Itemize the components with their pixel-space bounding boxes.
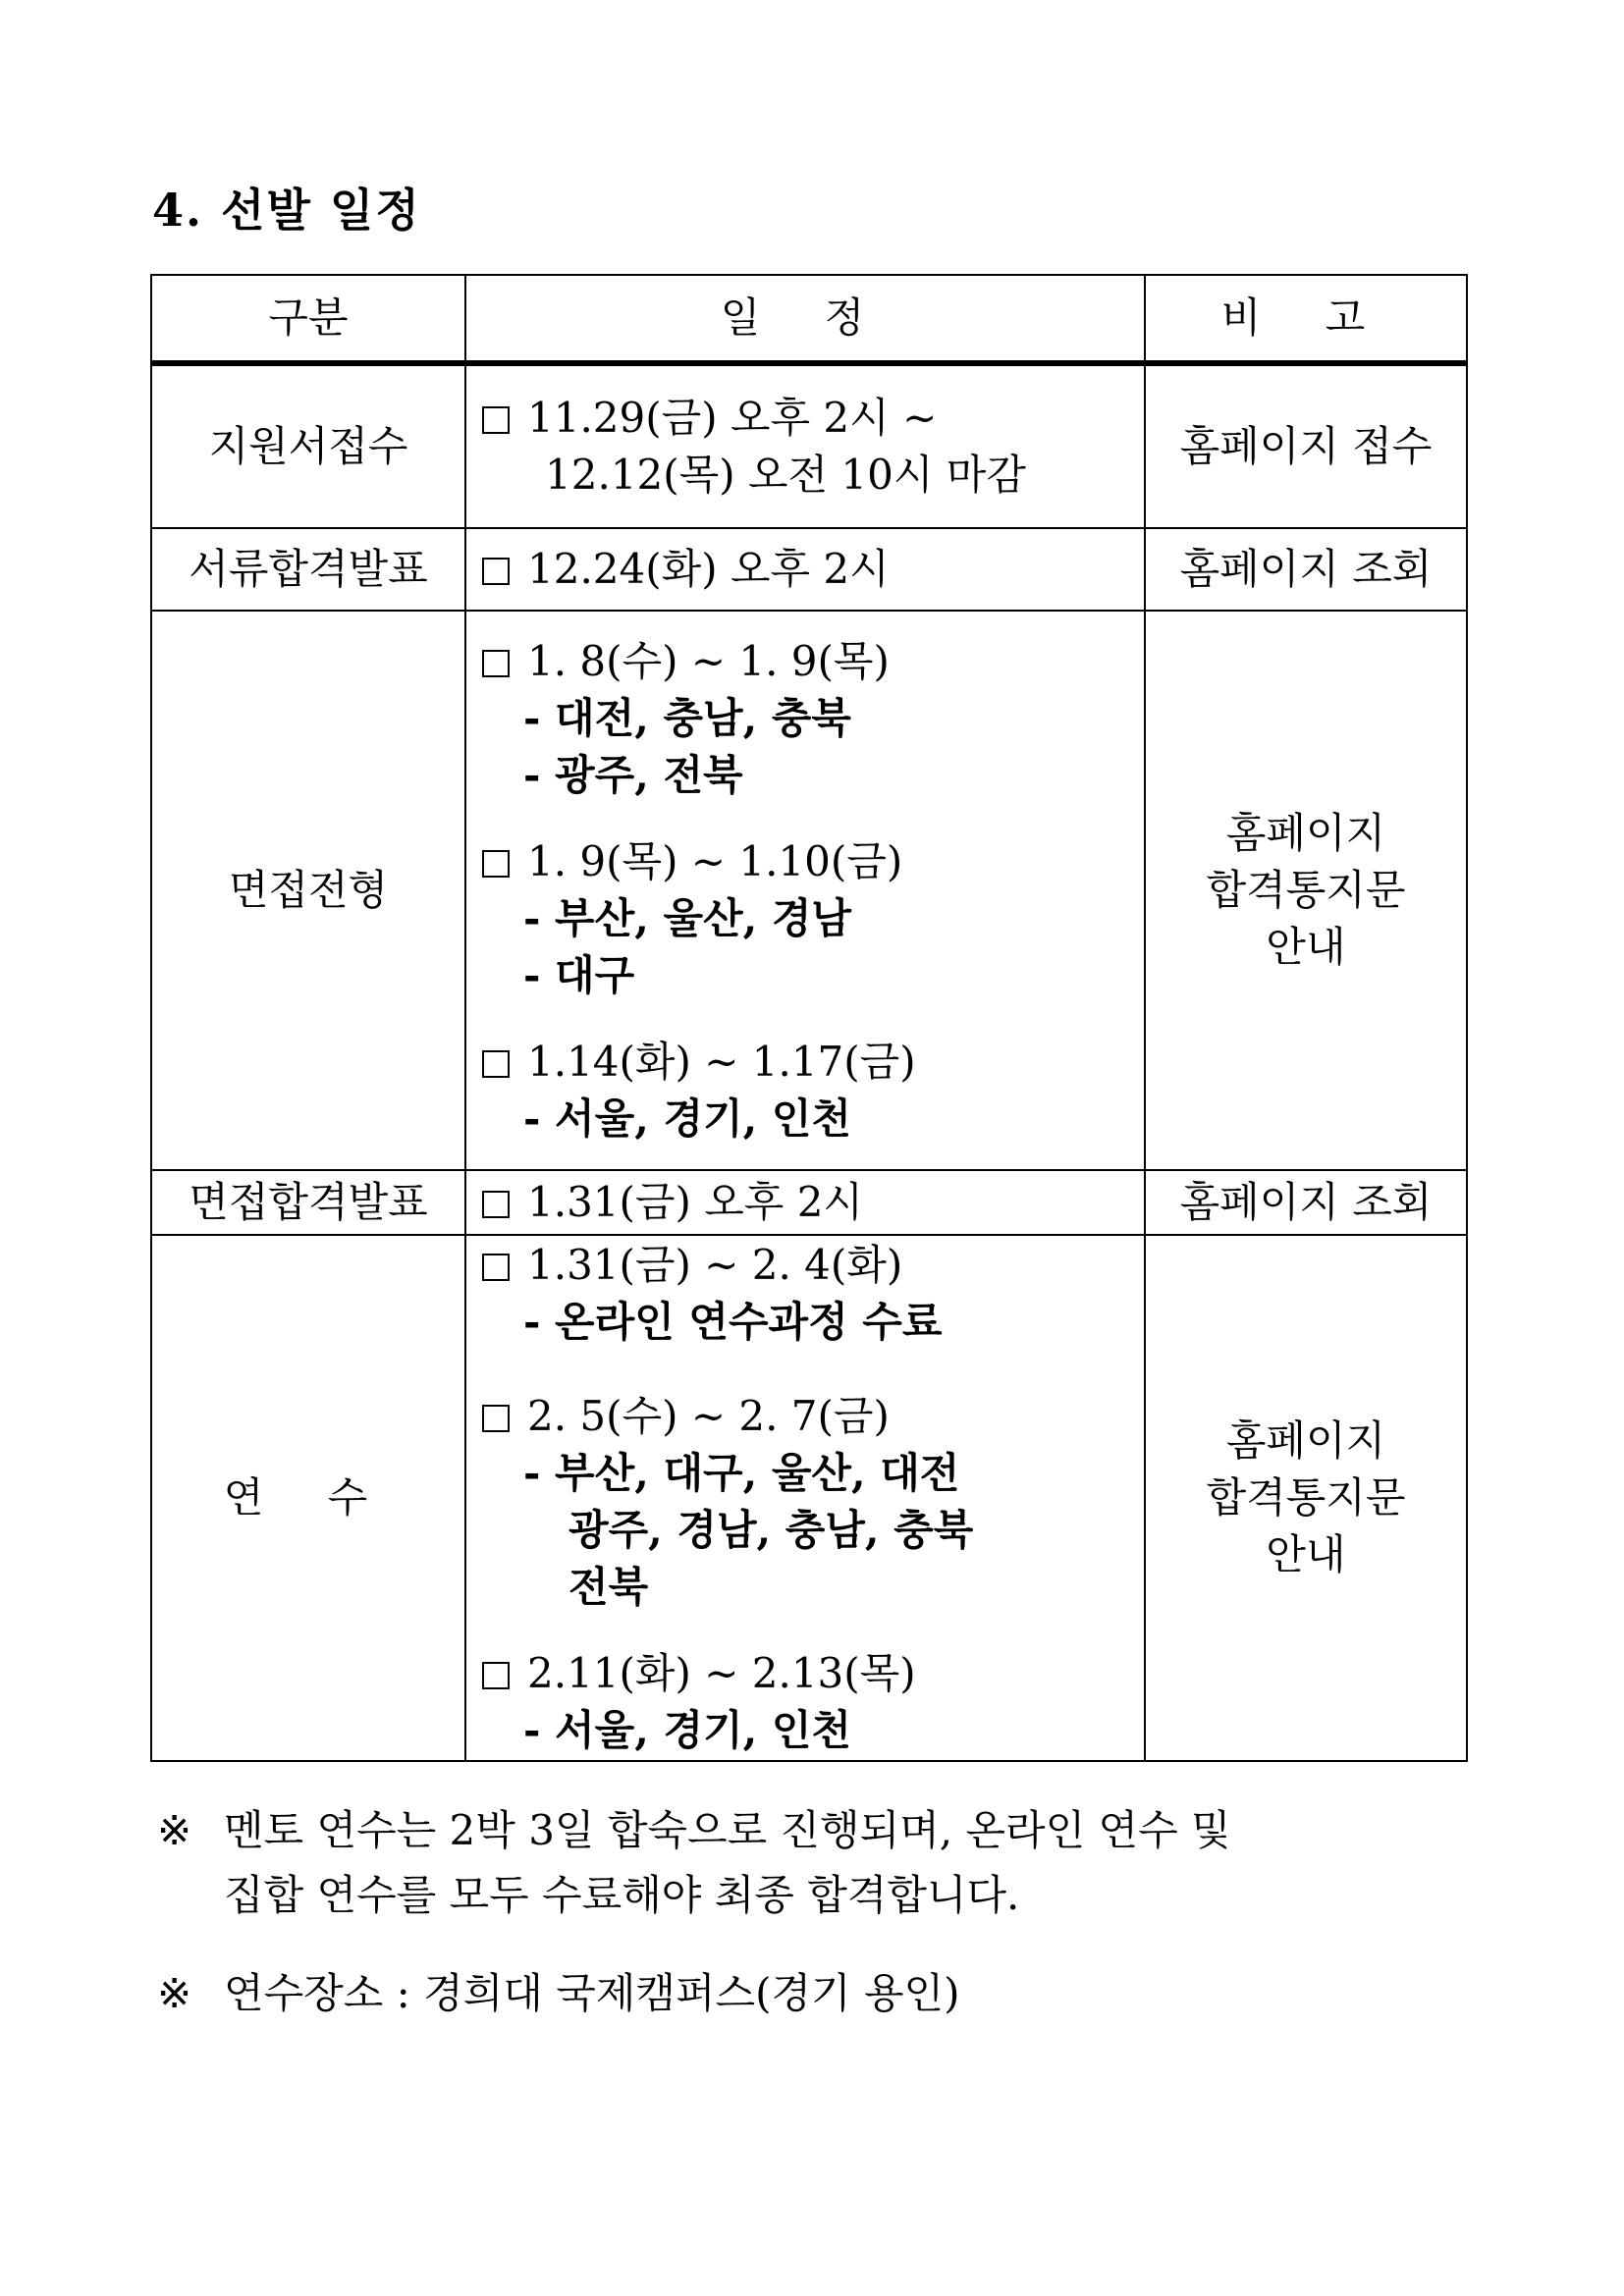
- checkbox-icon: [482, 1191, 510, 1218]
- table-header-row: [151, 275, 1467, 363]
- schedule-date: 1. 9(목) ~ 1.10(금): [527, 837, 903, 885]
- schedule-date: 2.11(화) ~ 2.13(목): [527, 1649, 916, 1697]
- region-list: 전북: [568, 1563, 649, 1611]
- remark-line: 홈페이지: [1225, 1416, 1386, 1465]
- checkbox-icon: [482, 650, 510, 677]
- reference-mark-icon: ※: [157, 1806, 192, 1854]
- region-list: 광주, 경남, 충남, 충북: [568, 1506, 974, 1554]
- footnote-text: 연수장소 : 경희대 국제캠퍼스(경기 용인): [224, 1969, 960, 2017]
- section-title: 4. 선발 일정: [152, 184, 421, 237]
- checkbox-icon: [482, 1050, 510, 1078]
- remark-line: 안내: [1266, 1530, 1346, 1578]
- schedule-date: 1.14(화) ~ 1.17(금): [527, 1038, 916, 1086]
- footnote-location: [157, 1961, 959, 2026]
- schedule-date: 2. 5(수) ~ 2. 7(금): [527, 1392, 890, 1440]
- row-remarks: [1145, 1235, 1467, 1761]
- remark-line: 홈페이지: [1225, 809, 1386, 857]
- schedule-date: 11.29(금) 오후 2시 ~: [527, 394, 938, 442]
- row-remarks: [1145, 1170, 1467, 1235]
- region-list: - 대전, 충남, 충북: [523, 694, 851, 742]
- region-list: - 서울, 경기, 인천: [523, 1095, 851, 1143]
- table-row: [151, 611, 1467, 1170]
- region-list: - 광주, 전북: [523, 751, 743, 799]
- row-remarks: [1145, 363, 1467, 528]
- header-category: 구분: [151, 275, 465, 363]
- table-row: [151, 528, 1467, 611]
- table-row: [151, 1170, 1467, 1235]
- row-remarks: [1145, 528, 1467, 611]
- region-list: - 서울, 경기, 인천: [523, 1706, 851, 1754]
- checkbox-icon: [482, 558, 510, 585]
- reference-mark-icon: ※: [157, 1969, 192, 2017]
- row-schedule: [465, 1170, 1145, 1235]
- remark-line: 합격통지문: [1206, 866, 1406, 914]
- checkbox-icon: [482, 1662, 510, 1689]
- table-row: [151, 363, 1467, 528]
- region-list: - 부산, 대구, 울산, 대전: [523, 1449, 960, 1497]
- row-category: 면접합격발표: [151, 1170, 465, 1235]
- region-list: - 온라인 연수과정 수료: [523, 1298, 943, 1346]
- region-list: - 대구: [523, 951, 635, 999]
- row-schedule: [465, 528, 1145, 611]
- header-remarks: 비 고: [1145, 275, 1467, 363]
- schedule-date: 1. 8(수) ~ 1. 9(목): [527, 637, 890, 685]
- schedule-date: 1.31(금) 오후 2시: [527, 1178, 863, 1226]
- remark-line: 홈페이지 접수: [1179, 422, 1433, 470]
- table-row: [151, 1235, 1467, 1761]
- footnote-text: 멘토 연수는 2박 3일 합숙으로 진행되며, 온라인 연수 및: [224, 1806, 1231, 1854]
- row-category: 연 수: [151, 1235, 465, 1761]
- row-category: 지원서접수: [151, 363, 465, 528]
- row-category: 면접전형: [151, 611, 465, 1170]
- row-schedule: [465, 1235, 1145, 1761]
- remark-line: 홈페이지 조회: [1179, 545, 1433, 593]
- row-remarks: [1145, 611, 1467, 1170]
- schedule-continuation: 12.12(목) 오전 10시 마감: [545, 451, 1026, 499]
- checkbox-icon: [482, 850, 510, 878]
- footnote-training: [157, 1798, 1231, 1928]
- row-category: 서류합격발표: [151, 528, 465, 611]
- remark-line: 홈페이지 조회: [1179, 1178, 1433, 1226]
- region-list: - 부산, 울산, 경남: [523, 894, 851, 942]
- row-schedule: [465, 363, 1145, 528]
- row-schedule: [465, 611, 1145, 1170]
- header-schedule: 일 정: [465, 275, 1145, 363]
- schedule-date: 12.24(화) 오후 2시: [527, 545, 890, 593]
- remark-line: 합격통지문: [1206, 1473, 1406, 1522]
- checkbox-icon: [482, 1405, 510, 1432]
- checkbox-icon: [482, 1254, 510, 1281]
- schedule-date: 1.31(금) ~ 2. 4(화): [527, 1241, 903, 1289]
- selection-schedule-table: [150, 274, 1468, 1762]
- checkbox-icon: [482, 406, 510, 434]
- remark-line: 안내: [1266, 923, 1346, 971]
- footnote-text: 집합 연수를 모두 수료해야 최종 합격합니다.: [224, 1871, 1020, 1919]
